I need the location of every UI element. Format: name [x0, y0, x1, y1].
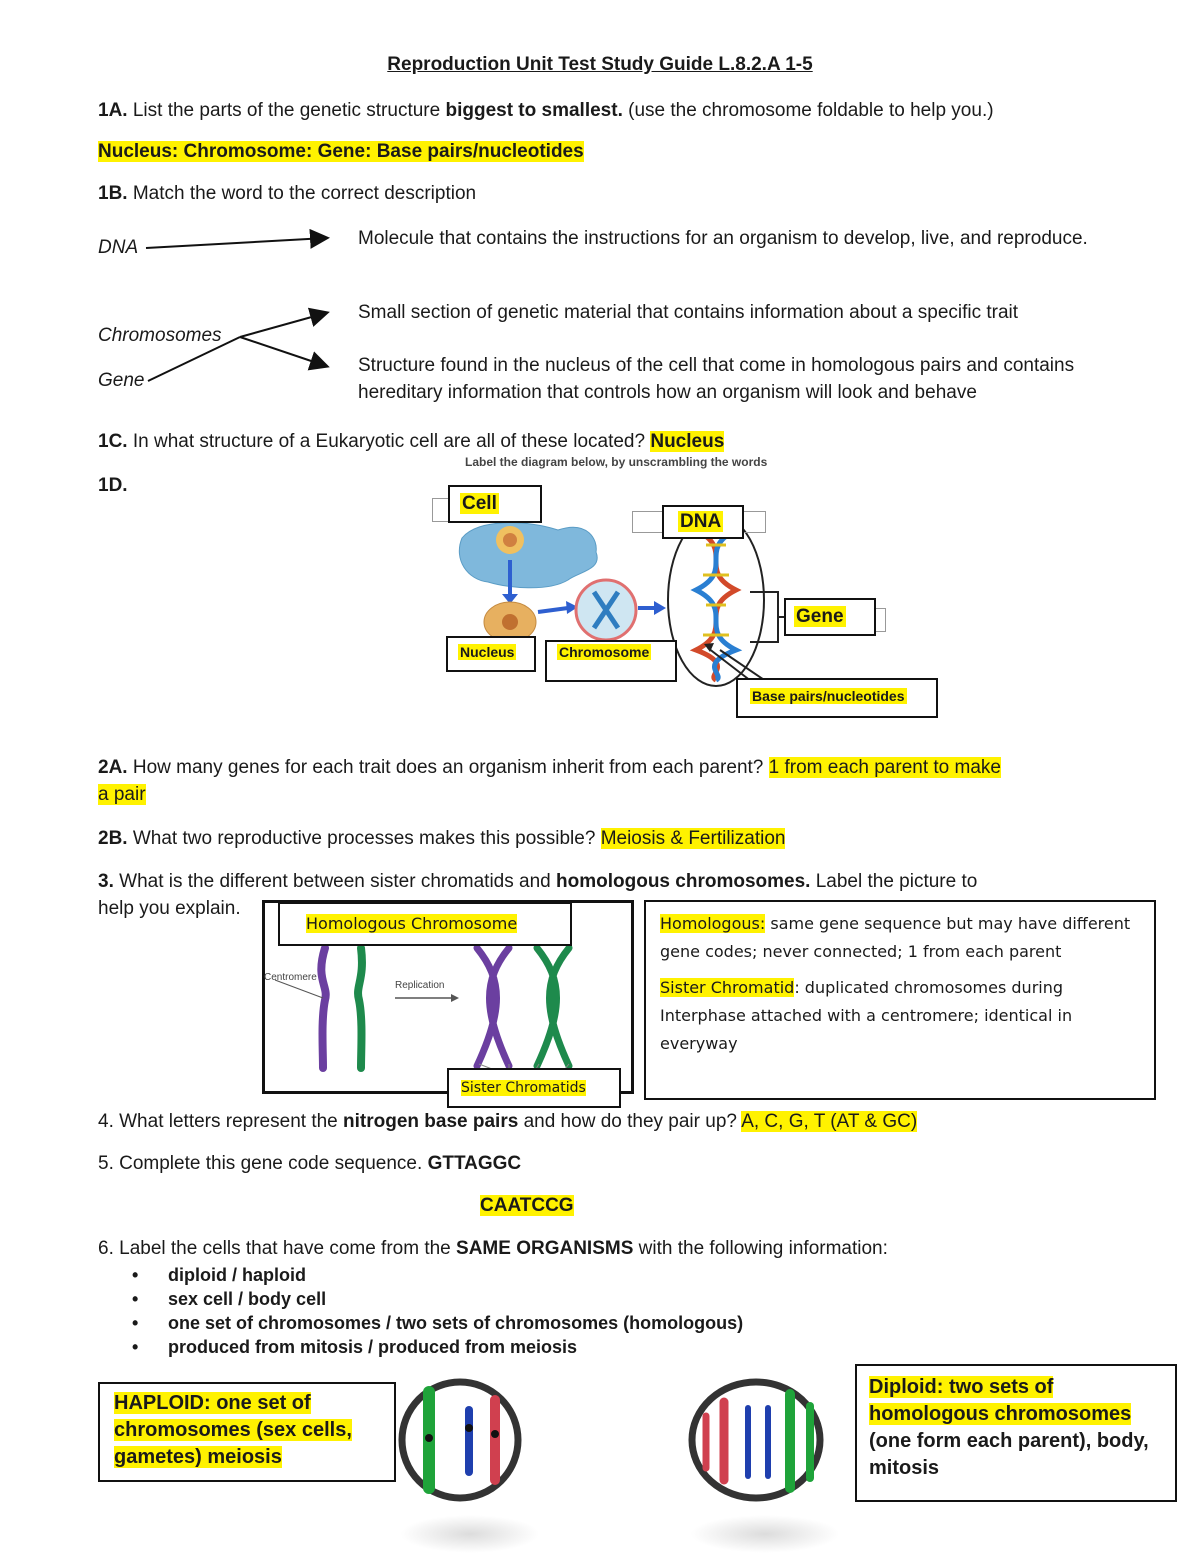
description-dna: Molecule that contains the instructions for an organism to develop, live, and reproduce.	[358, 228, 1088, 249]
term-gene: Gene	[98, 370, 145, 391]
q6-bullet-4: • produced from mitosis / produced from meiosis	[168, 1335, 577, 1359]
label-box-chromosome	[545, 640, 677, 682]
label-box-nucleus	[446, 636, 536, 672]
label-box-cell	[448, 485, 542, 523]
matching-arrows	[140, 225, 340, 395]
q2b-number: 2B.	[98, 828, 128, 849]
arrow-nucleus-to-chromosome	[538, 608, 568, 612]
centromere-label: Centromere	[264, 972, 317, 983]
question-2b	[98, 825, 785, 852]
arrow-gene-line	[148, 337, 240, 381]
q5-answer: CAATCCG	[480, 1195, 574, 1216]
haploid-answer: HAPLOID: one set of chromosomes (sex cells, gametes) meiosis	[114, 1392, 352, 1468]
q2b-text: What two reproductive processes makes this possible?	[127, 828, 601, 849]
label-chromosome: Chromosome	[559, 644, 650, 660]
cell-shape	[459, 523, 597, 588]
question-5	[98, 1150, 521, 1177]
label-homologous: Homologous Chromosome	[306, 914, 518, 933]
label-box-gene	[784, 598, 876, 636]
label-box-homologous	[278, 902, 572, 946]
q1c-answer: Nucleus	[650, 431, 725, 452]
q4-text: 4. What letters represent the	[98, 1111, 344, 1132]
q1a-text-2: (use the chromosome foldable to help you.)	[622, 100, 994, 121]
q1b-number: 1B.	[98, 183, 128, 204]
q1d-number: 1D.	[98, 475, 128, 496]
homologous-definition: same gene sequence but may have different gene codes; never connected; 1 from each parent	[660, 914, 1131, 961]
haploid-answer-box	[98, 1382, 396, 1482]
q2a-number: 2A.	[98, 757, 128, 778]
question-6	[98, 1235, 888, 1262]
q1a-number: 1A.	[98, 100, 128, 121]
q6-text: 6. Label the cells that have come from the	[98, 1238, 457, 1259]
shadow-left	[400, 1515, 540, 1553]
label-sister: Sister Chromatids	[461, 1080, 586, 1096]
q4-bold: nitrogen base pairs	[343, 1111, 519, 1132]
shadow-right	[690, 1515, 840, 1553]
question-4	[98, 1108, 917, 1135]
q6-bold: SAME ORGANISMS	[456, 1238, 634, 1259]
sister-definition: : duplicated chromosomes during Interphase attached with a centromere; identical in everyway	[660, 978, 1073, 1053]
label-box-sister	[447, 1068, 621, 1108]
description-gene: Small section of genetic material that contains information about a specific trait	[358, 302, 1019, 323]
q1a-text: List the parts of the genetic structure	[127, 100, 446, 121]
answer-5	[480, 1192, 574, 1219]
label-nucleus: Nucleus	[460, 644, 515, 660]
question-2a	[98, 754, 1001, 781]
diploid-answer-box	[855, 1364, 1177, 1502]
diploid-cell	[684, 1376, 834, 1506]
q3-text-2: Label the picture to	[810, 871, 978, 892]
question-3-line2: help you explain.	[98, 898, 241, 919]
arrow-dna-to-molecule	[146, 238, 326, 248]
q4-answer: A, C, G, T (AT & GC)	[741, 1111, 918, 1132]
diploid-answer-highlight: Diploid: two sets of homologous chromosomes	[869, 1376, 1132, 1425]
green-chromosome	[358, 948, 362, 1068]
q2a-answer: 1 from each parent to make	[768, 757, 1001, 778]
haploid-cell-membrane	[402, 1382, 518, 1498]
diploid-cell-membrane	[692, 1382, 820, 1498]
explanation-box	[644, 900, 1156, 1100]
chromosome-figure	[265, 940, 625, 1080]
diploid-answer-rest: (one form each parent), body, mitosis	[869, 1430, 1149, 1479]
sister-explanation	[660, 974, 1140, 1058]
sister-term: Sister Chromatid	[660, 978, 795, 997]
label-box-base-pairs	[736, 678, 938, 718]
term-dna: DNA	[98, 237, 139, 258]
page-title: Reproduction Unit Test Study Guide L.8.2.A 1-5	[387, 54, 813, 75]
q4-text-2: and how do they pair up?	[518, 1111, 742, 1132]
replication-arrowhead	[451, 994, 459, 1002]
label-box-dna	[662, 505, 744, 539]
replication-label: Replication	[395, 980, 445, 991]
question-1b	[98, 180, 476, 207]
arrow-chromosomes-to-structure	[240, 337, 326, 366]
label-cell: Cell	[462, 493, 497, 514]
purple-sister-chromatids	[477, 948, 509, 1066]
q2a-answer-2: a pair	[98, 784, 146, 805]
question-2a-line2	[98, 781, 146, 808]
homologous-explanation	[660, 910, 1140, 966]
arrow-head-right-2	[654, 601, 666, 615]
q6-bullet-2: • sex cell / body cell	[168, 1287, 326, 1311]
q3-bold: homologous chromosomes.	[556, 871, 811, 892]
label-gene: Gene	[796, 606, 844, 627]
q6-bullet-3: • one set of chromosomes / two sets of chromosomes (homologous)	[168, 1311, 743, 1335]
q1c-text: In what structure of a Eukaryotic cell are all of these located?	[127, 431, 651, 452]
q1c-number: 1C.	[98, 431, 128, 452]
nucleus-inner	[502, 614, 518, 630]
q2b-answer: Meiosis & Fertilization	[600, 828, 786, 849]
homologous-term: Homologous:	[660, 914, 766, 933]
label-base-pairs: Base pairs/nucleotides	[752, 688, 905, 704]
answer-1a	[98, 138, 584, 165]
purple-chromosome	[321, 948, 325, 1068]
description-chromosome: Structure found in the nucleus of the cell that come in homologous pairs and contains hereditary information that controls how an organism will look and behave	[358, 355, 1075, 403]
arrow-gene-to-section	[240, 313, 326, 337]
q6-text-2: with the following information:	[633, 1238, 888, 1259]
question-3	[98, 868, 977, 895]
haploid-cell	[395, 1376, 525, 1506]
green-sister-chromatids	[537, 948, 569, 1066]
q3-number: 3.	[98, 871, 114, 892]
q1a-bold: biggest to smallest.	[445, 100, 623, 121]
q1a-answer: Nucleus: Chromosome: Gene: Base pairs/nucleotides	[98, 141, 584, 162]
term-chromosomes: Chromosomes	[98, 325, 222, 346]
label-dna: DNA	[680, 511, 722, 532]
q5-text: 5. Complete this gene code sequence.	[98, 1153, 428, 1174]
q5-sequence: GTTAGGC	[427, 1153, 522, 1174]
question-1a	[98, 97, 994, 124]
cell-nucleolus-shape	[503, 533, 517, 547]
q6-bullet-1: • diploid / haploid	[168, 1263, 306, 1287]
question-1c	[98, 428, 724, 455]
diagram-title: Label the diagram below, by unscrambling the words	[465, 455, 768, 469]
q3-text: What is the different between sister chromatids and	[113, 871, 557, 892]
q2a-text: How many genes for each trait does an organism inherit from each parent?	[127, 757, 769, 778]
q1b-text: Match the word to the correct description	[127, 183, 477, 204]
